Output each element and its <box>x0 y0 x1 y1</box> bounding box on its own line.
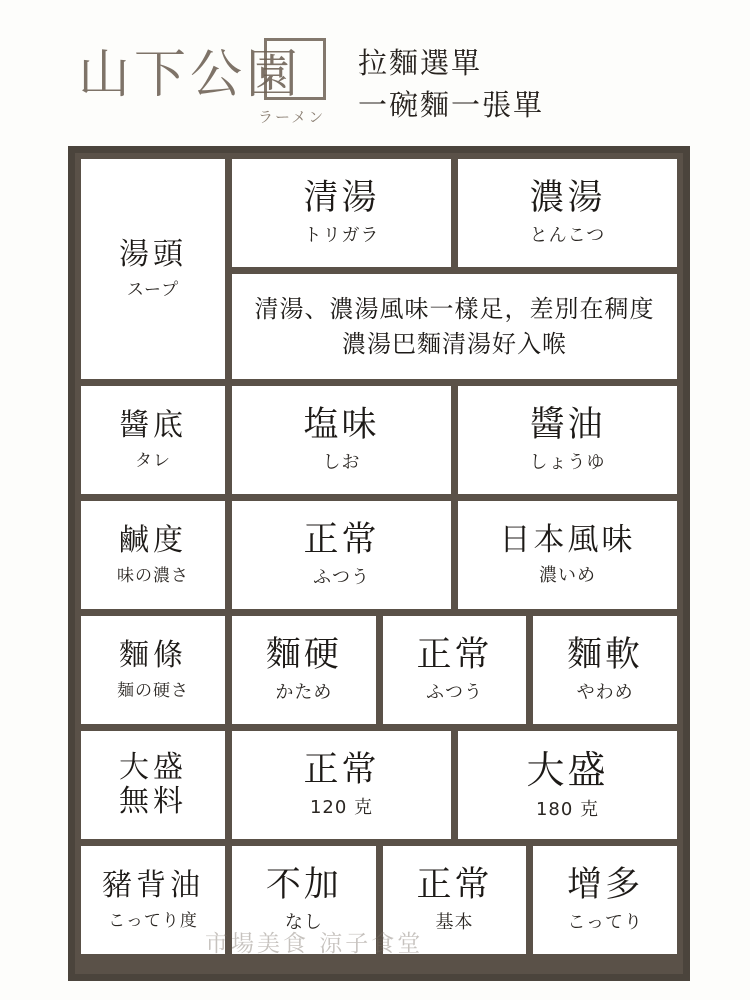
menu-title: 拉麵選單 <box>358 46 483 80</box>
option-portion-large-sub: 180 克 <box>535 798 600 820</box>
option-noodle-soft-sub: やわめ <box>576 682 634 704</box>
option-fat-none-sub: なし <box>284 912 323 934</box>
row-label-portion <box>81 731 225 839</box>
option-noodle-normal-sub: ふつう <box>426 682 483 704</box>
table-row-soup <box>81 159 677 379</box>
option-noodle-hard-sub: かため <box>275 682 333 704</box>
option-fat-extra-sub: こってり <box>567 912 643 934</box>
option-soup-rich[interactable] <box>458 159 677 267</box>
option-fat-none[interactable] <box>232 846 376 954</box>
option-fat-extra-main: 增多 <box>567 864 644 905</box>
option-portion-large[interactable] <box>458 731 677 839</box>
option-soup-clear-sub: トリガラ <box>303 225 380 247</box>
row-label-portion-main: 大盛 <box>119 750 187 786</box>
option-tare-shio[interactable] <box>232 386 451 494</box>
option-portion-normal-sub: 120 克 <box>309 797 374 819</box>
option-fat-normal-sub: 基本 <box>435 912 474 934</box>
option-tare-shoyu-sub: しょうゆ <box>529 452 606 474</box>
row-label-saltiness-sub: 味の濃さ <box>117 565 189 586</box>
row-label-back-fat-main: 豬背油 <box>102 868 204 904</box>
row-label-back-fat <box>81 846 225 954</box>
option-soup-rich-sub: とんこつ <box>529 225 606 247</box>
option-noodle-hard[interactable] <box>232 616 376 724</box>
option-fat-normal[interactable] <box>383 846 527 954</box>
option-noodle-soft-main: 麵軟 <box>567 634 644 675</box>
option-saltiness-japanese-sub: 濃いめ <box>539 564 596 586</box>
menu-header <box>0 0 750 150</box>
option-tare-shio-main: 塩味 <box>303 404 380 445</box>
option-soup-rich-main: 濃湯 <box>529 177 606 218</box>
option-saltiness-normal-main: 正常 <box>303 519 380 560</box>
table-row-tare <box>81 386 677 494</box>
menu-title-block <box>358 42 544 126</box>
row-label-saltiness-main: 鹹度 <box>119 523 187 559</box>
row-label-noodle <box>81 616 225 724</box>
row-label-portion-sub: 無料 <box>119 784 187 819</box>
option-fat-none-main: 不加 <box>265 864 342 905</box>
row-label-noodle-main: 麵條 <box>119 638 187 674</box>
soup-note-line-2: 濃湯巴麵清湯好入喉 <box>342 330 567 358</box>
option-fat-normal-main: 正常 <box>416 864 493 905</box>
option-noodle-normal-main: 正常 <box>416 634 493 675</box>
photo-watermark: 市場美食 涼子食堂 <box>205 931 424 957</box>
option-saltiness-normal[interactable] <box>232 501 451 609</box>
option-fat-extra[interactable] <box>533 846 677 954</box>
table-row-back-fat <box>81 846 677 954</box>
option-saltiness-japanese-main: 日本風味 <box>499 522 636 559</box>
row-label-back-fat-sub: こってり度 <box>108 910 198 931</box>
row-label-soup-main: 湯頭 <box>119 237 187 273</box>
option-portion-large-main: 大盛 <box>526 748 609 793</box>
option-soup-clear[interactable] <box>232 159 451 267</box>
logo-frame-icon <box>264 38 326 100</box>
row-label-tare-main: 醬底 <box>119 408 187 444</box>
option-tare-shoyu-main: 醬油 <box>529 404 606 445</box>
option-portion-normal-main: 正常 <box>303 749 380 790</box>
table-row-noodle-firmness <box>81 616 677 724</box>
option-noodle-hard-main: 麵硬 <box>265 634 342 675</box>
row-label-tare <box>81 386 225 494</box>
row-label-soup-sub: スープ <box>126 279 180 300</box>
option-tare-shio-sub: しお <box>322 452 361 474</box>
option-soup-clear-main: 清湯 <box>303 177 380 218</box>
option-saltiness-normal-sub: ふつう <box>313 567 370 589</box>
row-label-noodle-sub: 麺の硬さ <box>117 680 189 701</box>
option-noodle-normal[interactable] <box>383 616 527 724</box>
option-tare-shoyu[interactable] <box>458 386 677 494</box>
row-label-saltiness <box>81 501 225 609</box>
logo-subtext: ラーメン <box>258 108 326 126</box>
soup-description-note <box>232 274 677 379</box>
option-noodle-soft[interactable] <box>533 616 677 724</box>
menu-subtitle: 一碗麵一張單 <box>358 88 545 123</box>
table-row-saltiness <box>81 501 677 609</box>
option-portion-normal[interactable] <box>232 731 451 839</box>
table-row-portion <box>81 731 677 839</box>
restaurant-logo <box>78 20 348 130</box>
menu-options-table <box>68 146 690 981</box>
logo-text: 山下公園 <box>78 45 303 105</box>
soup-note-line-1: 清湯、濃湯風味一樣足，差別在稠度 <box>254 295 655 323</box>
row-label-tare-sub: タレ <box>135 450 171 471</box>
option-saltiness-japanese[interactable] <box>458 501 677 609</box>
